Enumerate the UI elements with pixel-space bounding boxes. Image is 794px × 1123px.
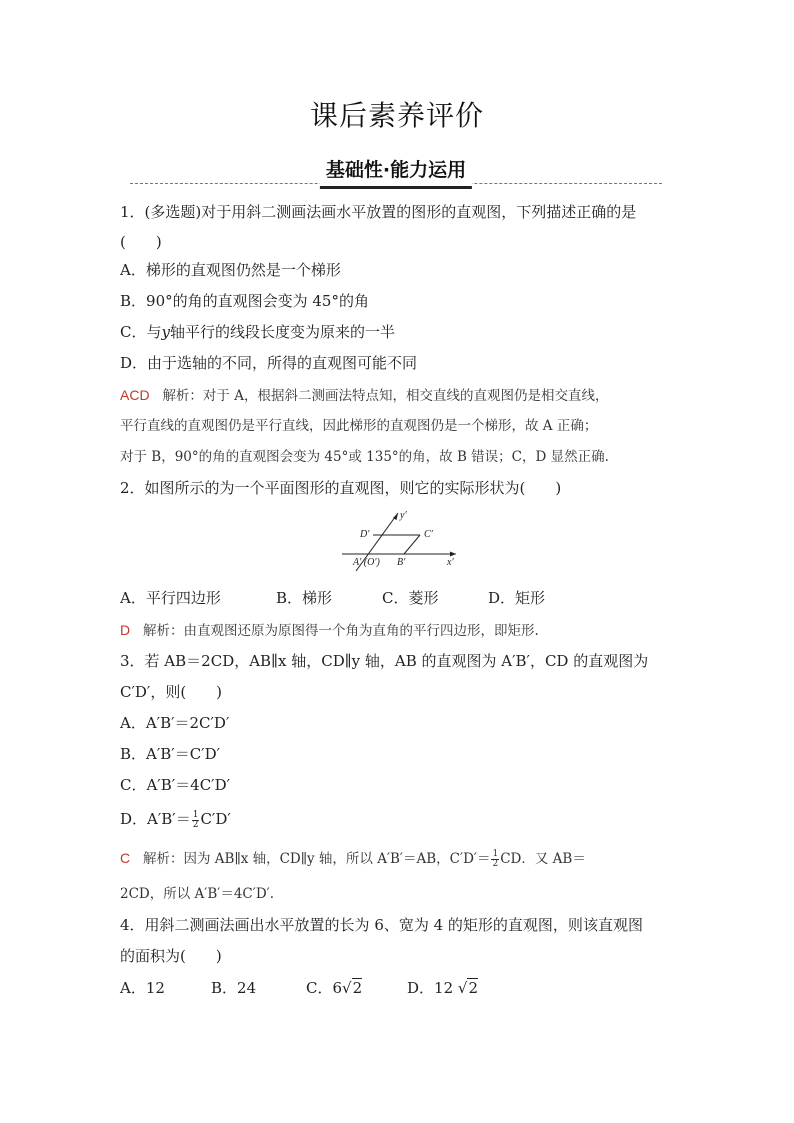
q3-option-b: B．A′B′＝C′D′ [120, 745, 221, 763]
page-title: 课后素养评价 [309, 99, 484, 132]
q4-option-a: A．12 [120, 979, 165, 997]
section-header [130, 155, 662, 187]
q4-option-d-prefix: D．12 [407, 979, 458, 997]
sqrt-symbol: √2 [457, 979, 478, 997]
q1-answer-key: ACD [120, 387, 150, 403]
q1-explanation-2: 平行直线的直观图仍是平行直线，因此梯形的直观图仍是一个梯形，故 A 正确； [120, 418, 598, 434]
sqrt-radicand: 2 [468, 979, 478, 997]
q2-option-b: B．梯形 [276, 589, 333, 607]
fraction-denominator: 2 [492, 859, 499, 869]
label-d: D′ [360, 529, 370, 540]
q1-option-d: D．由于选轴的不同，所得的直观图可能不同 [120, 354, 418, 372]
q1-option-c [120, 322, 395, 342]
q4-option-d [407, 978, 478, 998]
q3-option-a: A．A′B′＝2C′D′ [120, 714, 230, 732]
q4-option-b: B．24 [211, 979, 257, 997]
q3-explanation-2: 2CD，所以 A′B′＝4C′D′. [120, 886, 274, 902]
q1-stem-line-2: ( ) [120, 233, 162, 251]
q2-answer-line [120, 620, 539, 641]
q2-option-a: A．平行四边形 [120, 589, 221, 607]
q3-answer-line-1 [120, 848, 586, 869]
q4-stem-line-1: 4．用斜二测画法画出水平放置的长为 6、宽为 4 的矩形的直观图，则该直观图 [120, 916, 643, 934]
q3-option-d-prefix: D．A′B′＝ [120, 810, 191, 828]
q1-explanation-1: 解析：对于 A，根据斜二测画法特点知，相交直线的直观图仍是相交直线， [162, 388, 609, 404]
fraction-denominator: 2 [192, 819, 199, 830]
q3-explanation-1a: 解析：因为 AB∥x 轴，CD∥y 轴，所以 A′B′＝AB，C′D′＝ [143, 851, 491, 867]
q4-option-c [306, 978, 362, 998]
sqrt-radicand: 2 [352, 979, 363, 997]
label-x-axis: x′ [447, 557, 454, 568]
fraction-half [192, 811, 200, 830]
q3-option-d [120, 809, 231, 830]
q1-option-b: B．90°的角的直观图会变为 45°的角 [120, 292, 369, 310]
label-b: B′ [397, 557, 406, 568]
q3-stem-line-1: 3．若 AB＝2CD，AB∥x 轴，CD∥y 轴，AB 的直观图为 A′B′，CD 的直观图为 [120, 652, 649, 670]
q1-stem-line-1: 1．(多选题)对于用斜二测画法画水平放置的图形的直观图，下列描述正确的是 [120, 203, 637, 221]
q4-option-c-prefix: C．6 [306, 979, 343, 997]
oblique-diagram [336, 505, 462, 573]
q1-option-a: A．梯形的直观图仍然是一个梯形 [120, 261, 341, 279]
label-a-origin: A′ (O′) [353, 557, 380, 568]
q1-answer-line-1 [120, 385, 608, 406]
q1-option-c-prefix: C．与 [120, 323, 162, 341]
q2-stem: 2．如图所示的为一个平面图形的直观图，则它的实际形状为( ) [120, 479, 562, 497]
q3-stem-line-2: C′D′，则( ) [120, 683, 223, 701]
q1-explanation-3: 对于 B，90°的角的直观图会变为 45°或 135°的角，故 B 错误；C，D 显然正确. [120, 449, 609, 465]
q3-option-c: C．A′B′＝4C′D′ [120, 776, 231, 794]
q3-explanation-1b: CD．又 AB＝ [500, 851, 586, 867]
fraction-numerator: 1 [192, 809, 199, 820]
q2-answer-key: D [120, 622, 131, 638]
q3-answer-key: C [120, 850, 131, 866]
q1-option-c-var: y [161, 323, 170, 341]
x-axis-arrow [450, 552, 456, 557]
q2-option-c: C．菱形 [382, 589, 439, 607]
sqrt-symbol: √2 [342, 979, 363, 997]
q4-stem-line-2: 的面积为( ) [120, 947, 222, 965]
q2-option-d: D．矩形 [488, 589, 546, 607]
fraction-half [491, 850, 499, 869]
q3-option-d-suffix: C′D′ [200, 810, 231, 828]
label-c: C′ [424, 529, 433, 540]
segment-cb [404, 535, 420, 554]
q2-explanation: 解析：由直观图还原为原图得一个角为直角的平行四边形，即矩形. [143, 623, 539, 639]
fraction-numerator: 1 [492, 849, 499, 859]
label-y-axis: y′ [400, 510, 407, 521]
q1-option-c-text: 轴平行的线段长度变为原来的一半 [169, 323, 395, 341]
section-label: 基础性·能力运用 [320, 155, 472, 189]
